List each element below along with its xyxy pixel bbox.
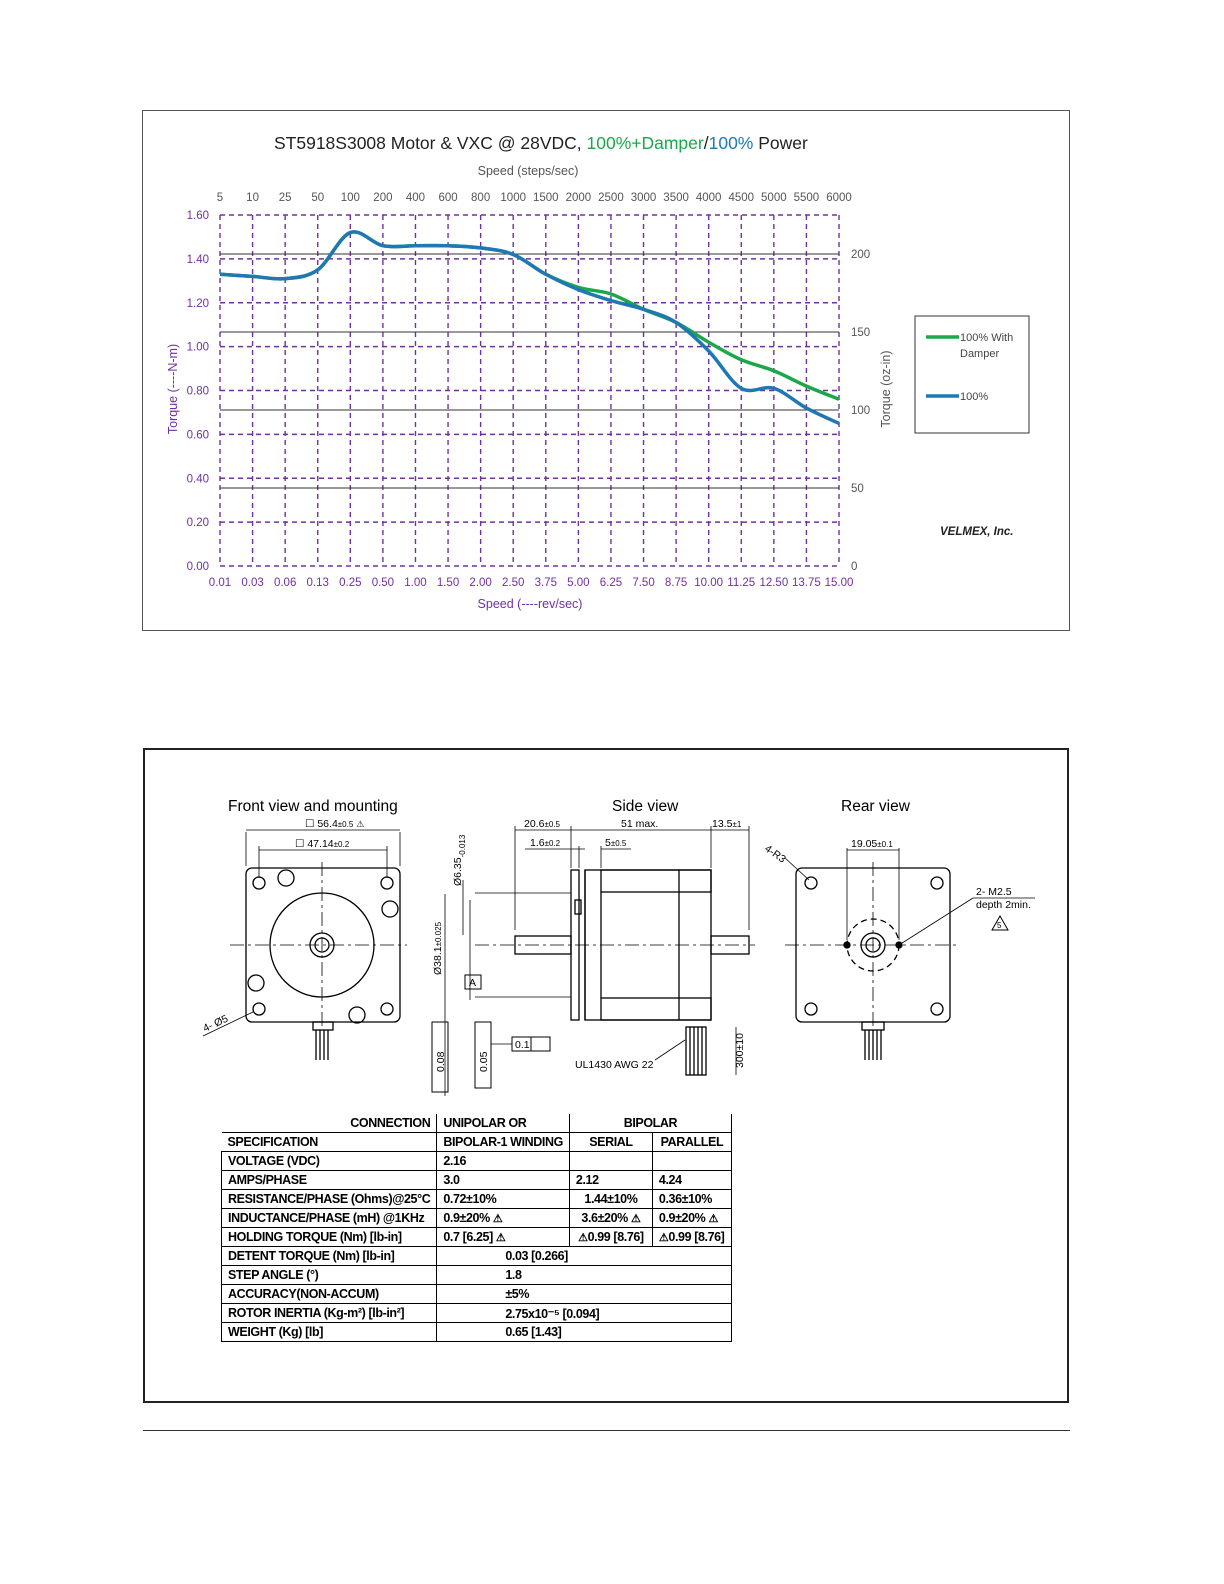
- spec-row-detent: [222, 1247, 732, 1266]
- torque-chart-panel: [142, 110, 1070, 631]
- warning-triangle-icon: ⚠: [708, 1213, 718, 1225]
- spec-row-rotor-inertia: [222, 1304, 732, 1323]
- bottom-tick-label: 1.00: [404, 577, 427, 589]
- left-tick-label: 0.80: [186, 385, 209, 398]
- bottom-tick-label: 11.25: [727, 577, 756, 589]
- top-axis-label: Speed (steps/sec): [477, 164, 579, 178]
- bottom-tick-label: 13.75: [792, 577, 821, 589]
- left-tick-label: 0.40: [186, 473, 209, 486]
- top-tick-label: 200: [373, 192, 393, 204]
- side-runout-008: 0.08: [435, 1051, 447, 1072]
- rear-r-label: 4-R3: [762, 842, 788, 866]
- left-tick-label: 1.60: [186, 210, 209, 222]
- chart-title: ST5918S3008 Motor & VXC @ 28VDC, 100%+Damper/100% Power: [274, 133, 808, 153]
- spec-row-voltage: [222, 1152, 732, 1171]
- spec-label: ROTOR INERTIA (Kg-m²) [lb-in²]: [222, 1304, 437, 1323]
- top-tick-label: 6000: [826, 192, 852, 204]
- top-tick-label: 4500: [728, 192, 755, 204]
- front-square-outer-label: ☐ 56.4±0.5 ⚠: [305, 818, 365, 830]
- top-tick-label: 600: [438, 192, 458, 204]
- bottom-tick-label: 0.06: [273, 577, 297, 589]
- spec-par: ⚠0.99 [8.76]: [652, 1228, 731, 1247]
- bottom-tick-label: 10.00: [694, 577, 724, 589]
- top-tick-label: 3500: [663, 192, 689, 204]
- spec-uni: 2.16: [437, 1152, 570, 1171]
- bottom-tick-label: 1.50: [436, 577, 460, 589]
- top-tick-label: 25: [278, 192, 292, 204]
- spec-uni: 0.72±10%: [437, 1190, 570, 1209]
- top-tick-label: 3000: [630, 192, 657, 204]
- spec-par: 0.9±20% ⚠: [652, 1209, 731, 1228]
- spec-label: ACCURACY(NON-ACCUM): [222, 1285, 437, 1304]
- rear-view-title: Rear view: [841, 798, 910, 815]
- side-wire-label: UL1430 AWG 22: [575, 1059, 654, 1071]
- side-dim-20-6: 20.6±0.5: [524, 818, 560, 830]
- bottom-tick-label: 5.00: [567, 577, 590, 589]
- top-tick-label: 1000: [500, 192, 527, 204]
- top-tick-label: 50: [311, 192, 325, 204]
- right-tick-label: 100: [851, 405, 871, 417]
- warning-triangle-icon: ⚠: [495, 1232, 506, 1244]
- spec-label: AMPS/PHASE: [222, 1171, 437, 1190]
- spec-value: 2.75x10⁻⁵ [0.094]: [437, 1304, 732, 1323]
- spec-row-step-angle: [222, 1266, 732, 1285]
- spec-row-weight: [222, 1323, 732, 1342]
- top-tick-label: 5: [216, 192, 224, 204]
- warning-triangle-icon: ⚠: [658, 1232, 669, 1244]
- spec-value: ±5%: [437, 1285, 732, 1304]
- front-view-title: Front view and mounting: [228, 798, 398, 815]
- spec-ser: 3.6±20% ⚠: [569, 1209, 652, 1228]
- left-tick-label: 1.20: [186, 297, 209, 310]
- side-dim-shaft-dia: $Ø6.35_{-0.013}$: [452, 834, 467, 886]
- rear-view: [785, 848, 1035, 1060]
- bottom-axis-label: Speed (----rev/sec): [477, 597, 583, 611]
- bottom-tick-label: 0.50: [371, 577, 395, 589]
- spec-label: WEIGHT (Kg) [lb]: [222, 1323, 437, 1342]
- spec-row-holding-torque: [222, 1228, 732, 1247]
- spec-row-resistance: [222, 1190, 732, 1209]
- right-tick-label: 150: [851, 327, 871, 339]
- front-holes-label: 4- Ø5: [201, 1012, 231, 1035]
- left-tick-label: 1.00: [186, 341, 209, 354]
- rear-m25-label: 2- M2.5: [976, 886, 1012, 898]
- legend-label-damper: 100% With: [960, 332, 1014, 344]
- spec-label: STEP ANGLE (°): [222, 1266, 437, 1285]
- spec-uni: 0.9±20% ⚠: [437, 1209, 570, 1228]
- left-tick-label: 0.00: [186, 561, 209, 573]
- side-dim-51: 51 max.: [621, 818, 659, 830]
- svg-text:5: 5: [997, 921, 1002, 930]
- bottom-tick-label: 0.03: [241, 577, 264, 589]
- bottom-tick-label: 2.00: [469, 577, 492, 589]
- bottom-tick-label: 8.75: [664, 577, 688, 589]
- spec-row-accuracy: [222, 1285, 732, 1304]
- bottom-tick-label: 6.25: [599, 577, 623, 589]
- spec-value: 0.03 [0.266]: [437, 1247, 732, 1266]
- warning-triangle-icon: ⚠: [630, 1213, 641, 1225]
- bottom-tick-label: 12.50: [759, 577, 789, 589]
- spec-ser: 1.44±10%: [569, 1190, 652, 1209]
- warning-triangle-icon: ⚠: [492, 1213, 503, 1225]
- spec-header-serial: SERIAL: [569, 1133, 652, 1152]
- bottom-tick-label: 2.50: [502, 577, 525, 589]
- left-tick-label: 0.60: [186, 429, 209, 442]
- warning-triangle-icon: ⚠: [578, 1232, 588, 1244]
- bottom-tick-label: 7.50: [632, 577, 655, 589]
- top-tick-label: 800: [471, 192, 491, 204]
- bottom-tick-label: 0.25: [339, 577, 362, 589]
- spec-row-amps: [222, 1171, 732, 1190]
- legend-label-damper-line2: Damper: [960, 348, 1000, 360]
- side-lead-length: 300±10: [734, 1033, 746, 1068]
- spec-value: 0.65 [1.43]: [437, 1323, 732, 1342]
- top-tick-label: 4000: [695, 192, 722, 204]
- left-tick-label: 1.40: [186, 253, 209, 266]
- rear-19-05-label: 19.05±0.1: [851, 838, 893, 850]
- spec-ser: 2.12: [569, 1171, 652, 1190]
- warning-triangle-icon: [992, 916, 1008, 930]
- top-tick-label: 5500: [793, 192, 820, 204]
- top-tick-label: 1500: [532, 192, 559, 204]
- right-tick-label: 0: [851, 561, 858, 573]
- bottom-tick-label: 0.01: [208, 577, 232, 589]
- side-dim-1-6: 1.6±0.2: [530, 837, 561, 849]
- torque-speed-chart: [143, 111, 1069, 630]
- spec-value: 1.8: [437, 1266, 732, 1285]
- side-dim-pilot-dia: Ø38.1±0.025: [432, 921, 444, 975]
- spec-row-inductance: [222, 1209, 732, 1228]
- side-dim-5: 5±0.5: [605, 837, 627, 849]
- side-view-title: Side view: [612, 798, 679, 815]
- spec-table: [221, 1114, 732, 1342]
- top-tick-label: 2000: [565, 192, 592, 204]
- side-perp-01: 0.1: [515, 1039, 530, 1051]
- rear-m25-depth-label: depth 2min.: [976, 899, 1031, 911]
- spec-header-specification: SPECIFICATION: [222, 1133, 437, 1152]
- series-line-100: [220, 232, 839, 424]
- front-view: [203, 830, 407, 1060]
- right-tick-label: 200: [851, 249, 871, 261]
- front-square-inner-label: ☐ 47.14±0.2: [295, 838, 350, 850]
- right-tick-label: 50: [851, 483, 864, 495]
- side-dim-13-5: 13.5±1: [712, 818, 742, 830]
- spec-label: HOLDING TORQUE (Nm) [lb-in]: [222, 1228, 437, 1247]
- top-tick-label: 2500: [598, 192, 624, 204]
- spec-header-connection: CONNECTION: [222, 1114, 437, 1133]
- spec-label: INDUCTANCE/PHASE (mH) @1KHz: [222, 1209, 437, 1228]
- side-datum-a: A: [469, 977, 477, 989]
- spec-ser: [569, 1152, 652, 1171]
- spec-header-unipolar-2: BIPOLAR-1 WINDING: [437, 1133, 570, 1152]
- spec-label: RESISTANCE/PHASE (Ohms)@25°C: [222, 1190, 437, 1209]
- spec-header-bipolar: BIPOLAR: [569, 1114, 731, 1133]
- top-tick-label: 100: [340, 192, 360, 204]
- footer-rule: [143, 1430, 1070, 1431]
- spec-par: 4.24: [652, 1171, 731, 1190]
- top-tick-label: 10: [246, 192, 259, 204]
- left-axis-label: Torque (----N-m): [166, 343, 180, 435]
- top-tick-label: 400: [405, 192, 426, 204]
- top-tick-label: 5000: [761, 192, 787, 204]
- bottom-tick-label: 15.00: [824, 577, 854, 589]
- legend-label-100: 100%: [960, 391, 989, 403]
- spec-par: [652, 1152, 731, 1171]
- spec-header-unipolar-1: UNIPOLAR OR: [437, 1114, 570, 1133]
- spec-ser: ⚠0.99 [8.76]: [569, 1228, 652, 1247]
- spec-uni: 3.0: [437, 1171, 570, 1190]
- right-axis-label: Torque (oz-in): [879, 350, 893, 428]
- spec-header-parallel: PARALLEL: [652, 1133, 731, 1152]
- spec-uni: 0.7 [6.25] ⚠: [437, 1228, 570, 1247]
- brand-label: VELMEX, Inc.: [940, 526, 1014, 538]
- spec-label: DETENT TORQUE (Nm) [lb-in]: [222, 1247, 437, 1266]
- side-runout-005: 0.05: [478, 1051, 490, 1072]
- bottom-tick-label: 0.13: [306, 577, 329, 589]
- left-tick-label: 0.20: [186, 517, 209, 530]
- spec-label: VOLTAGE (VDC): [222, 1152, 437, 1171]
- spec-par: 0.36±10%: [652, 1190, 731, 1209]
- motor-drawing-panel: [143, 748, 1069, 1403]
- series-line-damper: [220, 232, 839, 399]
- bottom-tick-label: 3.75: [534, 577, 557, 589]
